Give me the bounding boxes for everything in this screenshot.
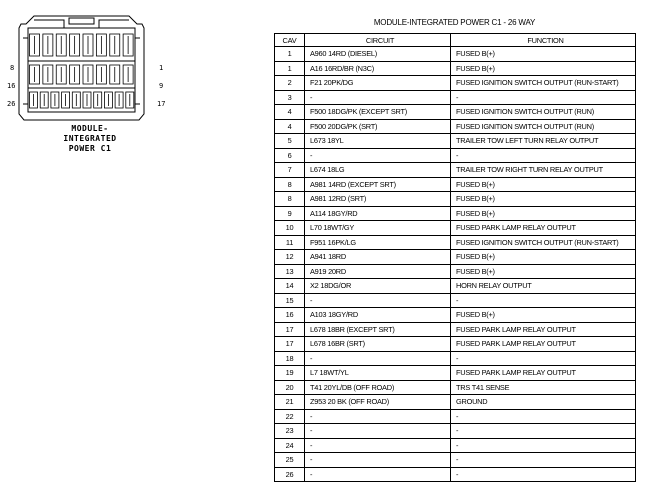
table-row: [275, 206, 636, 221]
connector-caption: [30, 124, 150, 154]
cell-circuit: A960 14RD (DIESEL): [305, 47, 451, 62]
cell-circuit: L673 18YL: [305, 134, 451, 149]
cell-circuit: L70 18WT/GY: [305, 221, 451, 236]
cell-function: TRAILER TOW RIGHT TURN RELAY OUTPUT: [451, 163, 636, 178]
cell-cav: 11: [275, 235, 305, 250]
caption-line-2: INTEGRATED: [63, 134, 117, 143]
table-row: [275, 105, 636, 120]
pin-label-1: 1: [159, 64, 164, 72]
table-row: [275, 177, 636, 192]
cell-cav: 8: [275, 177, 305, 192]
cell-cav: 5: [275, 134, 305, 149]
header-circuit: CIRCUIT: [305, 34, 451, 47]
cell-cav: 17: [275, 322, 305, 337]
table-row: [275, 235, 636, 250]
cell-cav: 22: [275, 409, 305, 424]
table-row: [275, 221, 636, 236]
table-row: [275, 380, 636, 395]
cell-circuit: A16 16RD/BR (N3C): [305, 61, 451, 76]
cell-function: FUSED B(+): [451, 206, 636, 221]
cell-function: FUSED B(+): [451, 47, 636, 62]
table-row: [275, 163, 636, 178]
cell-cav: 24: [275, 438, 305, 453]
cell-cav: 1: [275, 61, 305, 76]
cell-cav: 14: [275, 279, 305, 294]
table-row: [275, 293, 636, 308]
cell-circuit: -: [305, 438, 451, 453]
cell-circuit: -: [305, 148, 451, 163]
cell-cav: 15: [275, 293, 305, 308]
table-row: [275, 366, 636, 381]
cell-function: -: [451, 293, 636, 308]
cell-function: FUSED B(+): [451, 61, 636, 76]
cell-cav: 25: [275, 453, 305, 468]
cell-circuit: A103 18GY/RD: [305, 308, 451, 323]
cell-cav: 16: [275, 308, 305, 323]
cell-circuit: L678 18BR (EXCEPT SRT): [305, 322, 451, 337]
cell-cav: 18: [275, 351, 305, 366]
cell-function: TRS T41 SENSE: [451, 380, 636, 395]
cell-cav: 6: [275, 148, 305, 163]
pin-label-17: 17: [157, 100, 166, 108]
cell-circuit: L674 18LG: [305, 163, 451, 178]
pin-label-9: 9: [159, 82, 164, 90]
cell-cav: 9: [275, 206, 305, 221]
cell-circuit: -: [305, 453, 451, 468]
cell-function: FUSED PARK LAMP RELAY OUTPUT: [451, 322, 636, 337]
table-row: [275, 395, 636, 410]
pin-label-16: 16: [7, 82, 16, 90]
cell-circuit: -: [305, 90, 451, 105]
cell-function: FUSED B(+): [451, 192, 636, 207]
cell-function: FUSED IGNITION SWITCH OUTPUT (RUN-START): [451, 76, 636, 91]
table-header-row: [275, 34, 636, 47]
cell-function: -: [451, 438, 636, 453]
caption-line-3: POWER C1: [68, 144, 112, 153]
cell-cav: 3: [275, 90, 305, 105]
cell-function: HORN RELAY OUTPUT: [451, 279, 636, 294]
cell-cav: 12: [275, 250, 305, 265]
cell-cav: 23: [275, 424, 305, 439]
table-row: [275, 76, 636, 91]
cell-function: -: [451, 453, 636, 468]
cell-cav: 20: [275, 380, 305, 395]
cell-cav: 19: [275, 366, 305, 381]
table-row: [275, 119, 636, 134]
cell-cav: 26: [275, 467, 305, 482]
cell-function: -: [451, 148, 636, 163]
cell-circuit: T41 20YL/DB (OFF ROAD): [305, 380, 451, 395]
cell-function: -: [451, 409, 636, 424]
cell-cav: 4: [275, 105, 305, 120]
cell-circuit: A981 14RD (EXCEPT SRT): [305, 177, 451, 192]
table-row: [275, 337, 636, 352]
cell-cav: 10: [275, 221, 305, 236]
cell-cav: 21: [275, 395, 305, 410]
table-row: [275, 438, 636, 453]
cell-function: FUSED PARK LAMP RELAY OUTPUT: [451, 337, 636, 352]
cell-function: TRAILER TOW LEFT TURN RELAY OUTPUT: [451, 134, 636, 149]
pin-label-26: 26: [7, 100, 16, 108]
cell-circuit: -: [305, 424, 451, 439]
cell-cav: 2: [275, 76, 305, 91]
table-row: [275, 453, 636, 468]
cell-function: FUSED B(+): [451, 264, 636, 279]
cell-circuit: A114 18GY/RD: [305, 206, 451, 221]
header-cav: CAV: [275, 34, 305, 47]
cell-cav: 8: [275, 192, 305, 207]
table-title: MODULE-INTEGRATED POWER C1 - 26 WAY: [373, 18, 536, 27]
cell-function: -: [451, 424, 636, 439]
cell-circuit: X2 18DG/OR: [305, 279, 451, 294]
cell-circuit: F21 20PK/DG: [305, 76, 451, 91]
cell-function: FUSED PARK LAMP RELAY OUTPUT: [451, 366, 636, 381]
table-row: [275, 322, 636, 337]
pin-label-8: 8: [10, 64, 15, 72]
table-row: [275, 61, 636, 76]
cell-circuit: -: [305, 351, 451, 366]
cell-cav: 13: [275, 264, 305, 279]
cell-function: FUSED B(+): [451, 308, 636, 323]
cell-circuit: L678 16BR (SRT): [305, 337, 451, 352]
cell-function: FUSED B(+): [451, 250, 636, 265]
cell-cav: 1: [275, 47, 305, 62]
cell-cav: 4: [275, 119, 305, 134]
cell-function: -: [451, 351, 636, 366]
table-row: [275, 308, 636, 323]
table-row: [275, 250, 636, 265]
cell-function: FUSED IGNITION SWITCH OUTPUT (RUN): [451, 119, 636, 134]
cell-circuit: -: [305, 467, 451, 482]
cell-circuit: -: [305, 409, 451, 424]
cell-function: FUSED IGNITION SWITCH OUTPUT (RUN-START): [451, 235, 636, 250]
table-row: [275, 90, 636, 105]
cell-function: FUSED IGNITION SWITCH OUTPUT (RUN): [451, 105, 636, 120]
cell-circuit: A981 12RD (SRT): [305, 192, 451, 207]
table-row: [275, 279, 636, 294]
cell-circuit: A941 18RD: [305, 250, 451, 265]
table-row: [275, 192, 636, 207]
table-row: [275, 351, 636, 366]
cell-circuit: F951 16PK/LG: [305, 235, 451, 250]
table-row: [275, 409, 636, 424]
table-row: [275, 134, 636, 149]
cell-function: FUSED B(+): [451, 177, 636, 192]
cell-function: GROUND: [451, 395, 636, 410]
cell-function: -: [451, 467, 636, 482]
pinout-table: [274, 33, 636, 482]
table-row: [275, 47, 636, 62]
cell-cav: 7: [275, 163, 305, 178]
cell-circuit: L7 18WT/YL: [305, 366, 451, 381]
cell-function: FUSED PARK LAMP RELAY OUTPUT: [451, 221, 636, 236]
cell-circuit: A919 20RD: [305, 264, 451, 279]
cell-cav: 17: [275, 337, 305, 352]
cell-circuit: -: [305, 293, 451, 308]
cell-circuit: Z953 20 BK (OFF ROAD): [305, 395, 451, 410]
caption-line-1: MODULE-: [71, 124, 109, 133]
cell-circuit: F500 20DG/PK (SRT): [305, 119, 451, 134]
table-row: [275, 264, 636, 279]
table-row: [275, 467, 636, 482]
table-row: [275, 424, 636, 439]
table-row: [275, 148, 636, 163]
header-function: FUNCTION: [451, 34, 636, 47]
cell-circuit: F500 18DG/PK (EXCEPT SRT): [305, 105, 451, 120]
cell-function: -: [451, 90, 636, 105]
